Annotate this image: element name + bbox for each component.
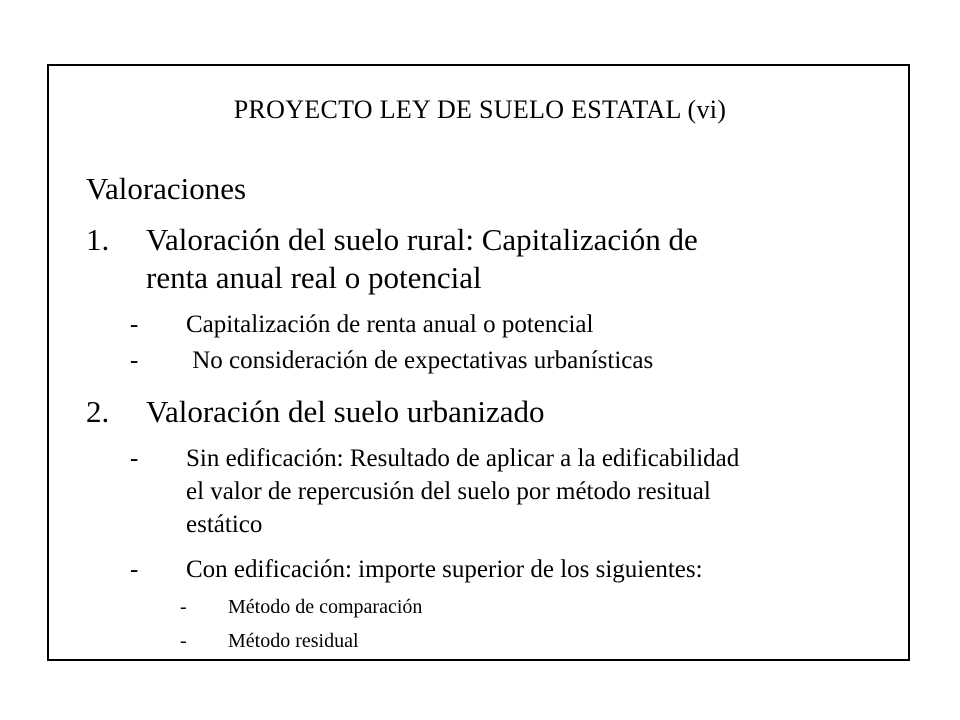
- item-2-subsub-1-text: Método de comparación: [228, 596, 423, 618]
- item-1-number: 1.: [86, 222, 110, 257]
- item-1-sub-2-bullet: -: [130, 347, 139, 374]
- item-1-sub-1-bullet: -: [130, 311, 139, 338]
- item-2-sub-1-line-1: Sin edificación: Resultado de aplicar a la edificabilidad: [186, 445, 740, 472]
- item-2-sub-2-text: Con edificación: importe superior de los siguientes:: [186, 556, 703, 583]
- item-2-line-1: Valoración del suelo urbanizado: [146, 394, 545, 429]
- item-1-line-1: Valoración del suelo rural: Capitalización de: [146, 222, 698, 257]
- item-1-sub-1-text: Capitalización de renta anual o potencial: [186, 311, 594, 338]
- section-heading: Valoraciones: [86, 171, 247, 206]
- item-2-number: 2.: [86, 394, 110, 429]
- item-2-sub-1-bullet: -: [130, 445, 139, 472]
- item-2-sub-1-line-2: el valor de repercusión del suelo por método resitual: [186, 478, 711, 505]
- item-2-subsub-1-bullet: -: [180, 596, 187, 618]
- slide-title: PROYECTO LEY DE SUELO ESTATAL (vi): [233, 95, 727, 124]
- item-2-subsub-2-bullet: -: [180, 630, 187, 652]
- item-1-line-2: renta anual real o potencial: [146, 260, 482, 295]
- item-2-sub-2-bullet: -: [130, 556, 139, 583]
- item-2-subsub-2-text: Método residual: [228, 630, 359, 652]
- item-1-sub-2-text: No consideración de expectativas urbanísticas: [186, 347, 654, 374]
- item-2-sub-1-line-3: estático: [186, 511, 263, 538]
